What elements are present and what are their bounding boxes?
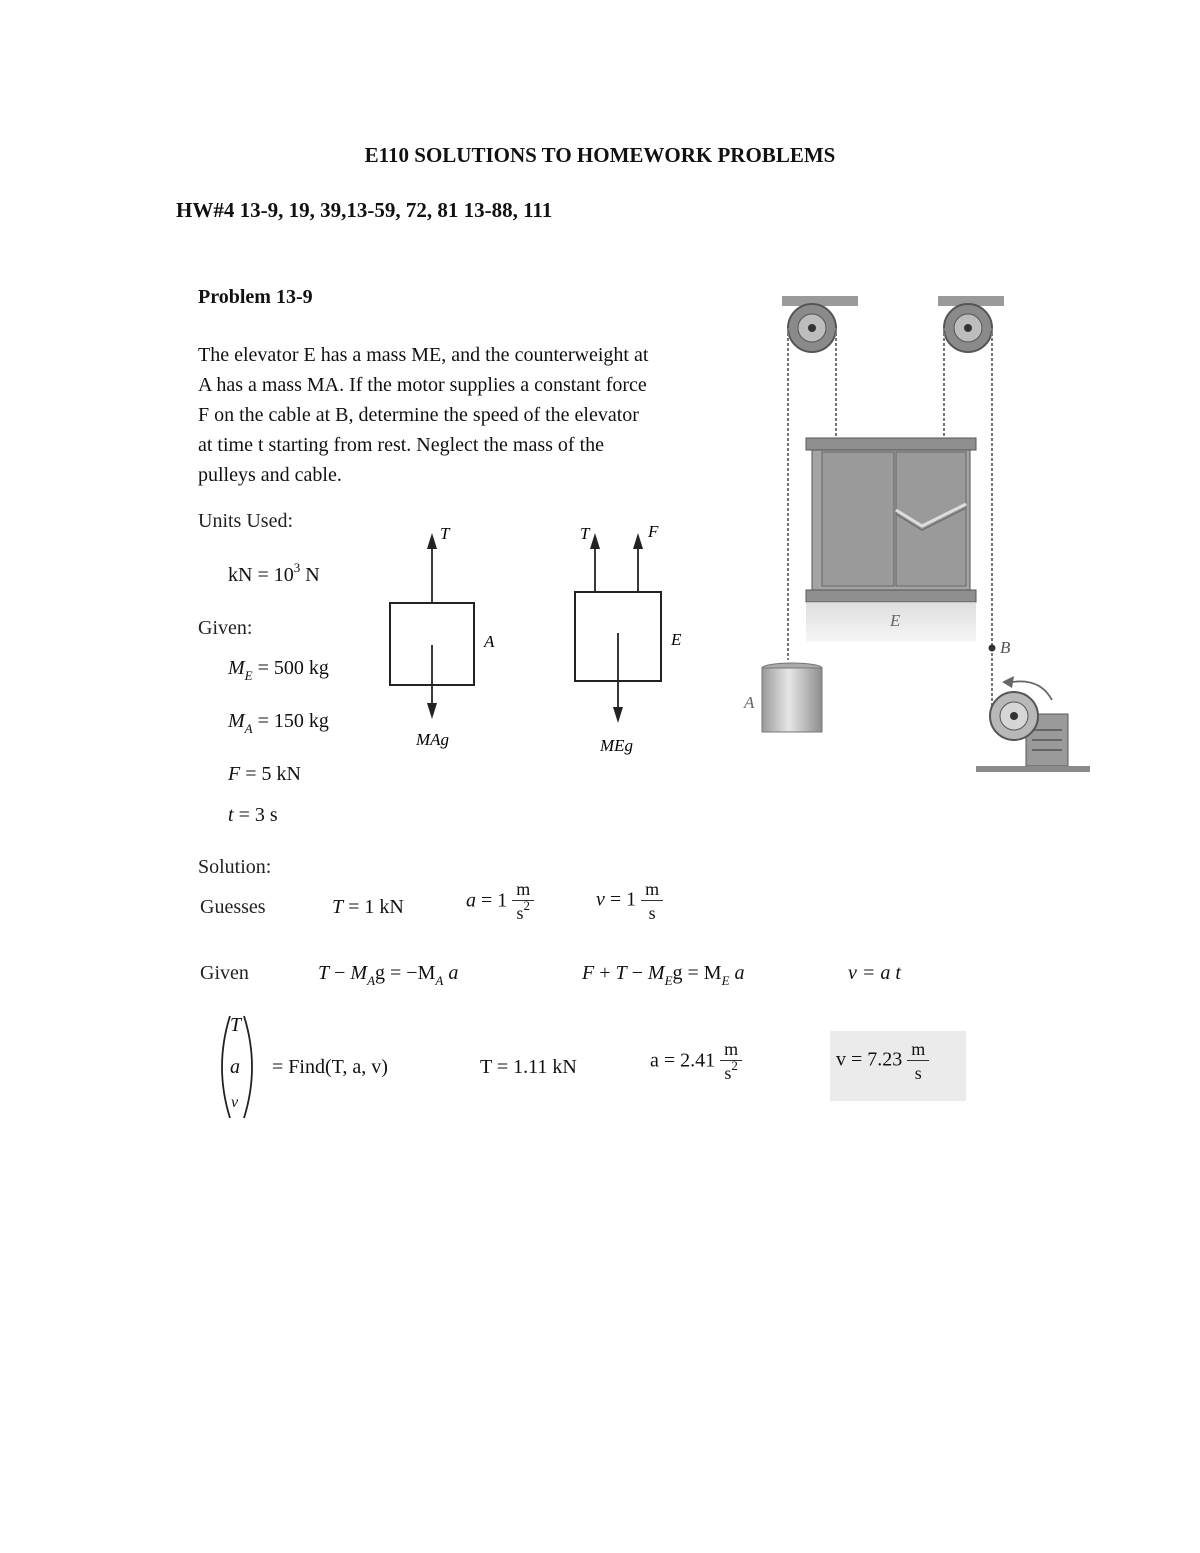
pulley-right — [944, 304, 992, 352]
result-a-unit — [720, 1040, 742, 1084]
statement-line: A has a mass MA. If the motor supplies a constant force — [198, 374, 647, 396]
problem-statement — [198, 340, 648, 490]
vector-v: v — [231, 1094, 239, 1111]
units-heading: Units Used: — [198, 510, 293, 532]
statement-line: at time t starting from rest. Neglect the mass of the — [198, 434, 604, 456]
result-v — [836, 1040, 929, 1082]
guess-v-value: = 1 — [609, 888, 637, 911]
fbd-E-tension-label: T — [580, 524, 590, 543]
document-title: E110 SOLUTIONS TO HOMEWORK PROBLEMS — [364, 143, 836, 167]
unit-num: m — [512, 880, 534, 901]
unit-num: m — [720, 1040, 742, 1061]
given-MA-value: = 150 kg — [257, 710, 329, 732]
figure-label-E: E — [890, 611, 901, 630]
fbd-A-body-label: A — [484, 632, 495, 651]
unit-rhs: = 10 — [257, 564, 294, 586]
statement-line: pulleys and cable. — [198, 464, 342, 486]
equation-counterweight: $T - M_Ag = -M_A$ a — [318, 962, 459, 988]
fbd-E-weight-label: MEg — [600, 736, 634, 755]
fbd-A-tension-label: T — [440, 524, 450, 543]
guess-T: T = 1 kN — [332, 896, 404, 918]
result-v-unit — [907, 1040, 929, 1082]
point-B-marker — [989, 645, 996, 652]
unit-lhs: kN — [228, 564, 253, 586]
figure-label-B: B — [1000, 638, 1011, 657]
guesses-label: Guesses — [200, 896, 266, 918]
counterweight — [762, 663, 822, 732]
given-equations-label: Given — [200, 962, 249, 984]
unit-den: s — [914, 1063, 922, 1083]
elevator-car — [806, 438, 976, 602]
solution-heading: Solution: — [198, 856, 272, 878]
unit-num: m — [907, 1040, 929, 1061]
given-ME-value: = 500 kg — [257, 657, 329, 679]
assignment-line: HW#4 13-9, 19, 39,13-59, 72, 81 13-88, 111 — [176, 198, 553, 222]
result-v-value: v = 7.23 — [836, 1048, 903, 1071]
given-F-value: = 5 kN — [245, 763, 301, 785]
unit-num: m — [641, 880, 663, 901]
guess-a-unit — [512, 880, 534, 924]
guess-T-value: = 1 kN — [348, 896, 404, 918]
given-heading: Given: — [198, 617, 253, 639]
unit-den: $s^2$ — [516, 898, 531, 923]
fbd-E-force-label: F — [648, 522, 659, 541]
statement-line: The elevator E has a mass ME, and the counterweight at — [198, 344, 649, 366]
unit-newton: N — [305, 564, 320, 586]
result-a-value: a = 2.41 — [650, 1049, 716, 1072]
vector-a: a — [230, 1056, 240, 1078]
guess-v: v = 1 $\frac{m}{s}$ — [596, 880, 663, 922]
given-F: F = 5 kN — [228, 763, 301, 785]
unit-den: $s^2$ — [724, 1058, 738, 1083]
given-ME: $M_E = 500$ kg — [228, 657, 329, 683]
result-T: T = 1.11 kN — [480, 1056, 577, 1078]
fbd-elevator — [575, 522, 682, 755]
given-MA: $M_A = 150$ kg — [228, 710, 329, 736]
fbd-E-body-label: E — [671, 630, 682, 649]
guess-a-value: = 1 — [481, 889, 508, 912]
equation-kinematics: v = a t — [848, 962, 901, 984]
equation-elevator: $F + T - M_Eg = M_E$ a — [582, 962, 745, 988]
unit-exponent: 3 — [293, 560, 301, 575]
fbd-A-weight-label: MAg — [416, 730, 450, 749]
free-body-diagrams — [380, 515, 710, 765]
given-t-value: = 3 s — [238, 804, 278, 826]
statement-line: F on the cable at B, determine the speed of the elevator — [198, 404, 639, 426]
vector-T: T — [230, 1014, 242, 1036]
guess-v-unit — [641, 880, 663, 922]
elevator-figure — [740, 290, 1100, 790]
find-call: = Find(T, a, v) — [272, 1056, 388, 1078]
motor — [990, 676, 1068, 766]
fbd-counterweight — [390, 524, 495, 749]
motor-floor — [976, 766, 1090, 772]
unit-den: s — [648, 903, 656, 923]
given-t: t = 3 s — [228, 804, 278, 826]
figure-label-A: A — [744, 693, 755, 712]
result-a — [650, 1040, 742, 1084]
guess-a: a = 1 $\frac{m}{s^2}$ — [466, 880, 534, 924]
pulley-left — [788, 304, 836, 352]
unit-definition — [228, 560, 320, 587]
problem-title: Problem 13-9 — [198, 286, 313, 308]
